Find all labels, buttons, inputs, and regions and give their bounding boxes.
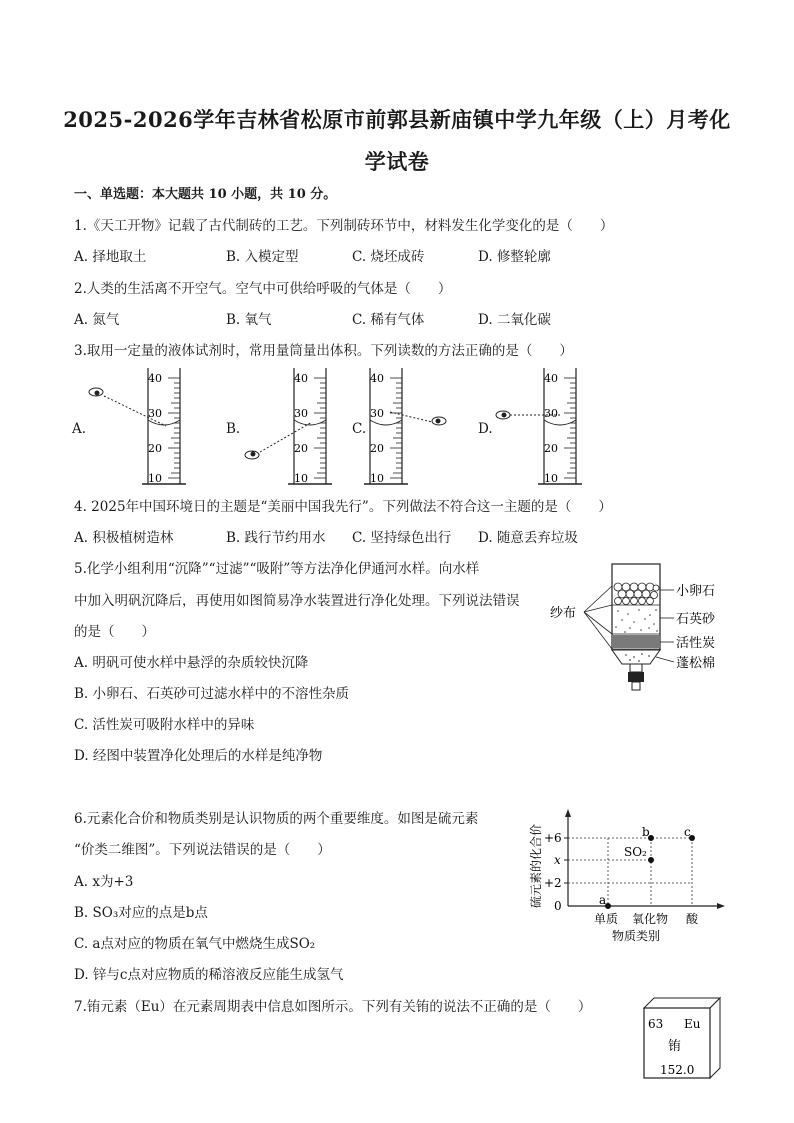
q5-option-c[interactable]: C. 活性炭可吸附水样中的异味 [74,717,255,733]
label-point-b: b [642,825,650,839]
q5-option-b[interactable]: B. 小卵石、石英砂可过滤水样中的不溶性杂质 [74,686,350,702]
q3-cylinder-diagrams [80,366,600,488]
q3-option-d[interactable]: D. [478,421,493,437]
q5-stem-line2: 中加入明矾沉降后，再使用如图简易净水装置进行净化处理。下列说法错误 [74,593,520,609]
label-so2: SO₂ [624,845,647,859]
label-pebbles: 小卵石 [676,584,716,599]
q4-option-b[interactable]: B. 践行节约用水 [226,530,326,546]
q3-option-c[interactable]: C. [352,421,367,437]
q5-stem-line3: 的是（ ） [74,624,155,640]
q2-option-b[interactable]: B. 氧气 [226,312,272,328]
q3-d-eye-icon [496,411,510,419]
q3-b-tick-10: 10 [294,472,308,485]
element-name: 铕 [668,1039,682,1054]
q3-d-tick-20: 20 [544,442,558,455]
label-gauze: 纱布 [550,606,577,621]
label-cotton: 蓬松棉 [676,656,716,671]
q1-option-c[interactable]: C. 烧坯成砖 [352,249,425,265]
q1-option-b[interactable]: B. 入模定型 [226,249,299,265]
q1-option-a[interactable]: A. 择地取土 [74,249,147,265]
q3-c-tick-10: 10 [370,472,384,485]
q4-option-d[interactable]: D. 随意丢弃垃圾 [478,530,578,546]
chart-x-title: 物质类别 [612,929,661,943]
q3-b-tick-30: 30 [294,407,308,420]
q3-d-tick-40: 40 [544,372,558,385]
q6-stem-line2: “价类二维图”。下列说法错误的是（ ） [74,842,331,858]
q3-c-tick-30: 30 [370,407,384,420]
chart-y-title: 硫元素的化合价 [529,823,543,908]
element-mass: 152.0 [660,1063,695,1077]
q6-option-c[interactable]: C. a点对应的物质在氧气中燃烧生成SO₂ [74,936,316,952]
q3-a-tick-40: 40 [148,372,162,385]
q3-c-tick-20: 20 [370,442,384,455]
exam-title-line1: 2025-2026学年吉林省松原市前郭县新庙镇中学九年级（上）月考化 [63,107,731,132]
q3-option-a[interactable]: A. [72,421,87,437]
q2-option-d[interactable]: D. 二氧化碳 [478,312,551,328]
x-cat-oxide: 氧化物 [632,912,669,926]
x-cat-element: 单质 [594,912,619,926]
x-cat-acid: 酸 [686,912,699,926]
q3-b-tick-20: 20 [294,442,308,455]
q1-stem: 1.《天工开物》记载了古代制砖的工艺。下列制砖环节中，材料发生化学变化的是（ ） [74,218,614,234]
q3-c-tick-40: 40 [370,372,384,385]
label-sand: 石英砂 [676,612,716,627]
q3-b-eye-icon [245,451,259,459]
y-tick-zero: 0 [554,899,562,913]
sulfur-valence-chart [520,806,730,946]
q4-option-a[interactable]: A. 积极植树造林 [74,530,174,546]
q6-option-a[interactable]: A. x为+3 [74,874,134,890]
q3-a-tick-20: 20 [148,442,162,455]
q2-stem: 2.人类的生活离不开空气。空气中可供给呼吸的气体是（ ） [74,281,452,297]
q3-d-tick-10: 10 [544,472,558,485]
q3-a-tick-10: 10 [148,472,162,485]
element-number: 63 [648,1017,664,1031]
q3-c-eye-icon [432,417,446,425]
europium-element-card [636,996,726,1082]
label-carbon: 活性炭 [676,636,716,651]
q2-option-c[interactable]: C. 稀有气体 [352,312,425,328]
q5-option-a[interactable]: A. 明矾可使水样中悬浮的杂质较快沉降 [74,655,309,671]
q5-stem-line1: 5.化学小组利用“沉降”“过滤”“吸附”等方法净化伊通河水样。向水样 [74,561,480,577]
point-so2 [648,857,654,863]
label-point-c: c [684,825,691,839]
q3-option-b[interactable]: B. [226,421,241,437]
element-symbol: Eu [684,1017,701,1031]
q3-b-tick-40: 40 [294,372,308,385]
q4-stem: 4. 2025年中国环境日的主题是“美丽中国我先行”。下列做法不符合这一主题的是（ ） [74,499,612,515]
q6-option-b[interactable]: B. SO₃对应的点是b点 [74,905,208,921]
exam-title-line2: 学试卷 [364,149,430,174]
q1-option-d[interactable]: D. 修整轮廓 [478,249,551,265]
q4-option-c[interactable]: C. 坚持绿色出行 [352,530,452,546]
q7-stem: 7.铕元素（Eu）在元素周期表中信息如图所示。下列有关铕的说法不正确的是（ ） [74,999,592,1015]
q2-option-a[interactable]: A. 氮气 [74,312,120,328]
q6-option-d[interactable]: D. 锌与c点对应物质的稀溶液反应能生成氢气 [74,967,344,983]
label-point-a: a [599,893,607,907]
section-heading: 一、单选题：本大题共 10 小题，共 10 分。 [74,187,337,202]
q3-a-eye-icon [89,388,103,396]
q3-a-tick-30: 30 [148,407,162,420]
water-purifier-diagram [546,560,756,700]
y-tick-plus2: +2 [544,876,562,890]
y-tick-plus6: +6 [544,831,562,845]
q3-stem: 3.取用一定量的液体试剂时，常用量筒量出体积。下列读数的方法正确的是（ ） [74,343,573,359]
q6-stem-line1: 6.元素化合价和物质类别是认识物质的两个重要维度。如图是硫元素 [74,811,479,827]
q3-d-tick-30: 30 [544,407,558,420]
y-tick-x: x [554,853,561,867]
q5-option-d[interactable]: D. 经图中装置净化处理后的水样是纯净物 [74,748,323,764]
